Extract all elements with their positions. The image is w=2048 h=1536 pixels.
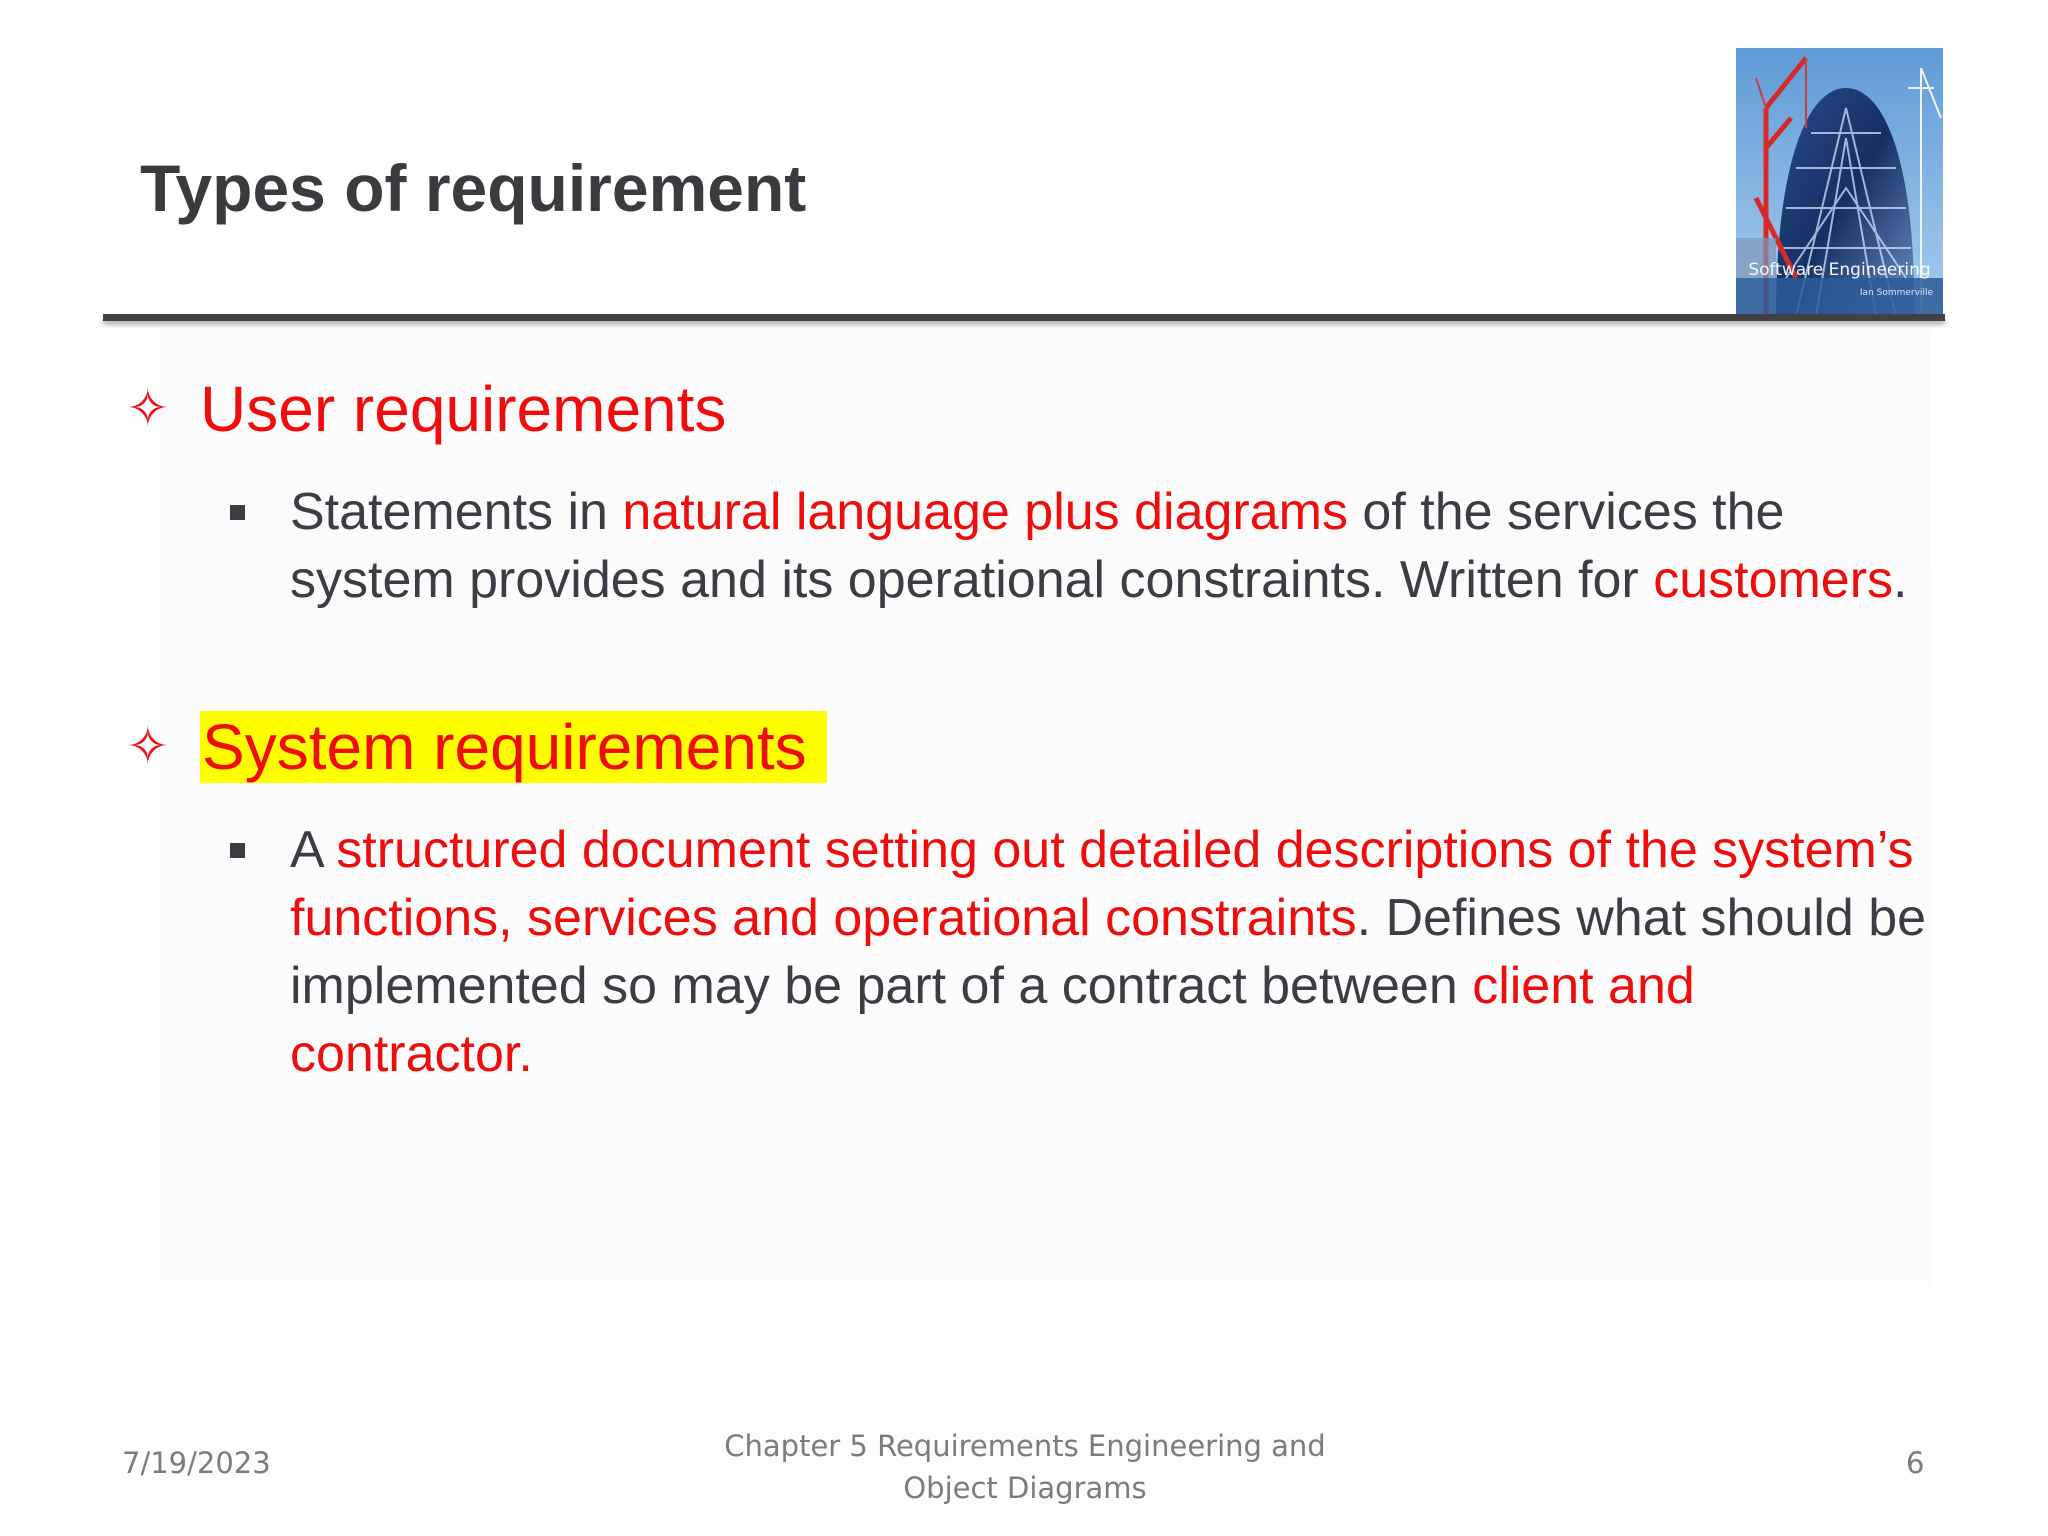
- bullet-system-requirements: [126, 710, 827, 784]
- text-part: of the services the system provides and its operational constraints. Written for: [290, 483, 1785, 609]
- cover-title: Software Engineering: [1748, 260, 1931, 280]
- sub-bullet-user-requirements: [290, 478, 1930, 614]
- sub-bullet-system-requirements: [290, 816, 1930, 1088]
- emphasis-text: client and contractor.: [290, 957, 1695, 1083]
- text-part: A: [290, 821, 337, 879]
- heading-system-requirements: System requirements: [200, 711, 827, 783]
- footer-chapter: [720, 1425, 1330, 1509]
- four-point-star-icon: ✧: [126, 379, 170, 439]
- text-part: . Defines what should be implemented so may be part of a contract between: [290, 889, 1927, 1015]
- square-bullet-icon: [230, 505, 245, 520]
- book-cover-image: [1736, 48, 1943, 316]
- footer-page-number: 6: [1906, 1446, 1925, 1480]
- emphasis-text: structured document setting out detailed descriptions of the system’s functions, services and operational constraints: [290, 821, 1914, 947]
- heading-user-requirements: User requirements: [200, 373, 727, 445]
- title-divider: [103, 314, 1945, 321]
- footer-date: 7/19/2023: [122, 1446, 271, 1480]
- square-bullet-icon: [230, 843, 245, 858]
- cover-author: Ian Sommerville: [1859, 288, 1933, 298]
- slide-title: Types of requirement: [140, 151, 807, 225]
- emphasis-text: customers: [1653, 551, 1894, 609]
- bullet-user-requirements: [126, 372, 726, 446]
- emphasis-text: natural language plus diagrams: [622, 483, 1348, 541]
- four-point-star-icon: ✧: [126, 717, 170, 777]
- text-part: .: [1893, 551, 1908, 609]
- text-part: Statements in: [290, 483, 623, 541]
- footer-chapter-line-1: Chapter 5 Requirements Engineering and: [724, 1429, 1326, 1463]
- footer-chapter-line-2: Object Diagrams: [903, 1471, 1147, 1505]
